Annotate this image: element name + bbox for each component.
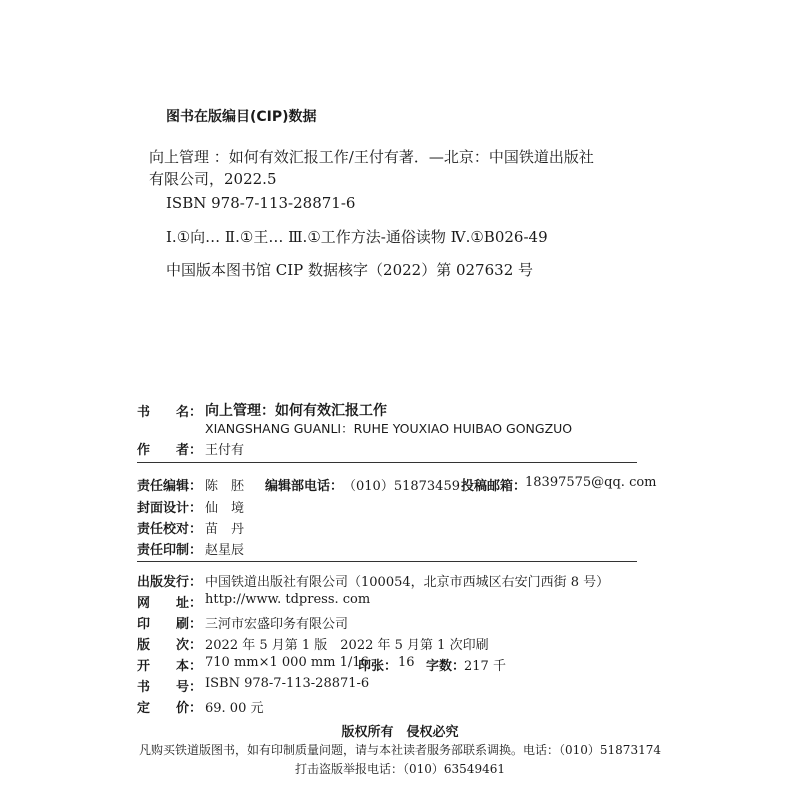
quality-notice: 凡购买铁道版图书，如有印制质量问题，请与本社读者服务部联系调换。电话：（010）51873174: [139, 743, 661, 757]
author-name: 王付有: [205, 443, 245, 458]
website-url: http://www. tdpress. com: [205, 592, 371, 607]
print-supervisor: 赵星辰: [205, 543, 245, 558]
book-number: ISBN 978-7-113-28871-6: [205, 676, 370, 691]
divider: [137, 462, 637, 463]
cip-verification-number: 中国版本图书馆 CIP 数据核字（2022）第 027632 号: [166, 261, 534, 279]
book-number-label: 书 号：: [137, 680, 203, 695]
url-label: 网 址：: [137, 596, 203, 611]
cip-isbn: ISBN 978-7-113-28871-6: [166, 194, 356, 212]
cover-designer: 仙 境: [205, 501, 245, 516]
price-label: 定 价：: [137, 701, 203, 716]
price: 69. 00 元: [205, 701, 264, 716]
book-title-pinyin: XIANGSHANG GUANLI：RUHE YOUXIAO HUIBAO GONGZUO: [205, 421, 573, 436]
edition-label: 版 次：: [137, 638, 203, 653]
format-label: 开 本：: [137, 659, 203, 674]
printer-label: 印 刷：: [137, 617, 203, 632]
proofreader-label: 责任校对：: [137, 522, 203, 537]
word-count-label: 字数：: [426, 659, 466, 674]
submission-email: 18397575@qq. com: [525, 475, 657, 490]
printer: 三河市宏盛印务有限公司: [205, 617, 349, 632]
sheets-label: 印张：: [358, 659, 398, 674]
submission-email-label: 投稿邮箱：: [461, 479, 527, 494]
publisher-label: 出版发行：: [137, 575, 203, 590]
cip-heading: 图书在版编目(CIP)数据: [166, 109, 317, 125]
proofreader: 苗 丹: [205, 522, 245, 537]
cip-title-line: 向上管理 ：如何有效汇报工作/王付有著．—北京：中国铁道出版社: [149, 148, 594, 166]
book-title-label: 书 名：: [137, 405, 203, 420]
cip-classification: Ⅰ.①向… Ⅱ.①王… Ⅲ.①工作方法-通俗读物 Ⅳ.①B026-49: [166, 228, 548, 246]
sheets: 16: [398, 655, 415, 670]
copyright-notice: 版权所有 侵权必究: [341, 725, 459, 740]
cover-design-label: 封面设计：: [137, 501, 203, 516]
publisher: 中国铁道出版社有限公司（100054，北京市西城区右安门西街 8 号）: [205, 575, 610, 590]
word-count: 217 千: [464, 659, 506, 674]
editor-label: 责任编辑：: [137, 479, 203, 494]
cip-publisher-line: 有限公司，2022.5: [149, 170, 277, 188]
editorial-phone-label: 编辑部电话：: [265, 479, 344, 494]
book-title: 向上管理：如何有效汇报工作: [205, 403, 387, 419]
format: 710 mm×1 000 mm 1/16: [205, 655, 369, 670]
editorial-phone: （010）51873459: [343, 479, 460, 494]
author-label: 作 者：: [137, 443, 203, 458]
piracy-hotline: 打击盗版举报电话：（010）63549461: [295, 762, 505, 776]
print-supervisor-label: 责任印制：: [137, 543, 203, 558]
edition: 2022 年 5 月第 1 版 2022 年 5 月第 1 次印刷: [205, 638, 489, 653]
divider: [137, 561, 637, 562]
editor-name: 陈 胚: [205, 479, 245, 494]
